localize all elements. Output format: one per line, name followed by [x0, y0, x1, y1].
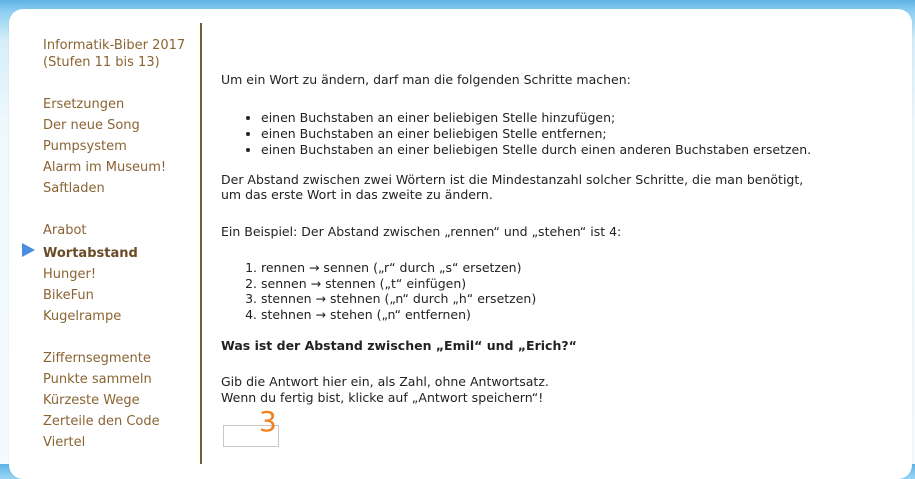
sidebar-item-bikefun[interactable]: BikeFun	[43, 288, 94, 303]
sidebar-item-wortabstand[interactable]: Wortabstand	[43, 246, 138, 261]
sidebar-item-arabot[interactable]: Arabot	[43, 223, 87, 238]
sidebar-item-ziffernsegmente[interactable]: Ziffernsegmente	[43, 351, 151, 366]
list-item: • einen Buchstaben an einer beliebigen Stelle durch einen anderen Buchstaben ersetzen.	[261, 142, 811, 158]
sidebar-item-zerteile-den-code[interactable]: Zerteile den Code	[43, 414, 160, 429]
instruction-line-1: Gib die Antwort hier ein, als Zahl, ohne Antwortsatz.	[221, 374, 549, 389]
sidebar-item-alarm-im-museum[interactable]: Alarm im Museum!	[43, 160, 167, 175]
contest-subtitle: (Stufen 11 bis 13)	[43, 55, 160, 70]
example-steps-list	[221, 260, 536, 322]
list-item: • einen Buchstaben an einer beliebigen Stelle hinzufügen;	[261, 110, 811, 126]
sidebar-item-ersetzungen[interactable]: Ersetzungen	[43, 97, 125, 112]
task-intro: Um ein Wort zu ändern, darf man die folgenden Schritte machen:	[221, 72, 631, 87]
example-intro: Ein Beispiel: Der Abstand zwischen „rennen“ und „stehen“ ist 4:	[221, 224, 622, 239]
answer-value: 3	[259, 405, 277, 438]
sidebar-item-viertel[interactable]: Viertel	[43, 435, 86, 450]
definition-line-2: um das erste Wort in das zweite zu ändern.	[221, 187, 493, 202]
list-item: • einen Buchstaben an einer beliebigen Stelle entfernen;	[261, 126, 811, 142]
list-item: 2. sennen → stennen („t“ einfügen)	[261, 276, 536, 292]
contest-title: Informatik-Biber 2017	[43, 38, 186, 53]
current-task-arrow-icon	[22, 243, 35, 257]
instruction-line-2: Wenn du fertig bist, klicke auf „Antwort speichern“!	[221, 390, 544, 405]
list-item: 4. stehnen → stehen („n“ entfernen)	[261, 307, 536, 323]
definition-line-1: Der Abstand zwischen zwei Wörtern ist die Mindestanzahl solcher Schritte, die man benötigt,	[221, 172, 804, 187]
allowed-steps-list	[221, 110, 811, 158]
task-question: Was ist der Abstand zwischen „Emil“ und „Erich?“	[221, 338, 577, 353]
sidebar-item-punkte-sammeln[interactable]: Punkte sammeln	[43, 372, 152, 387]
sidebar-item-kugelrampe[interactable]: Kugelrampe	[43, 309, 122, 324]
sidebar-item-hunger[interactable]: Hunger!	[43, 267, 97, 282]
list-item: 1. rennen → sennen („r“ durch „s“ ersetzen)	[261, 260, 536, 276]
sidebar-item-der-neue-song[interactable]: Der neue Song	[43, 118, 140, 133]
sidebar-item-kuerzeste-wege[interactable]: Kürzeste Wege	[43, 393, 140, 408]
list-item: 3. stennen → stehnen („n“ durch „h“ ersetzen)	[261, 291, 536, 307]
sidebar-divider	[200, 23, 202, 464]
sidebar-item-saftladen[interactable]: Saftladen	[43, 181, 105, 196]
sidebar-item-pumpsystem[interactable]: Pumpsystem	[43, 139, 127, 154]
